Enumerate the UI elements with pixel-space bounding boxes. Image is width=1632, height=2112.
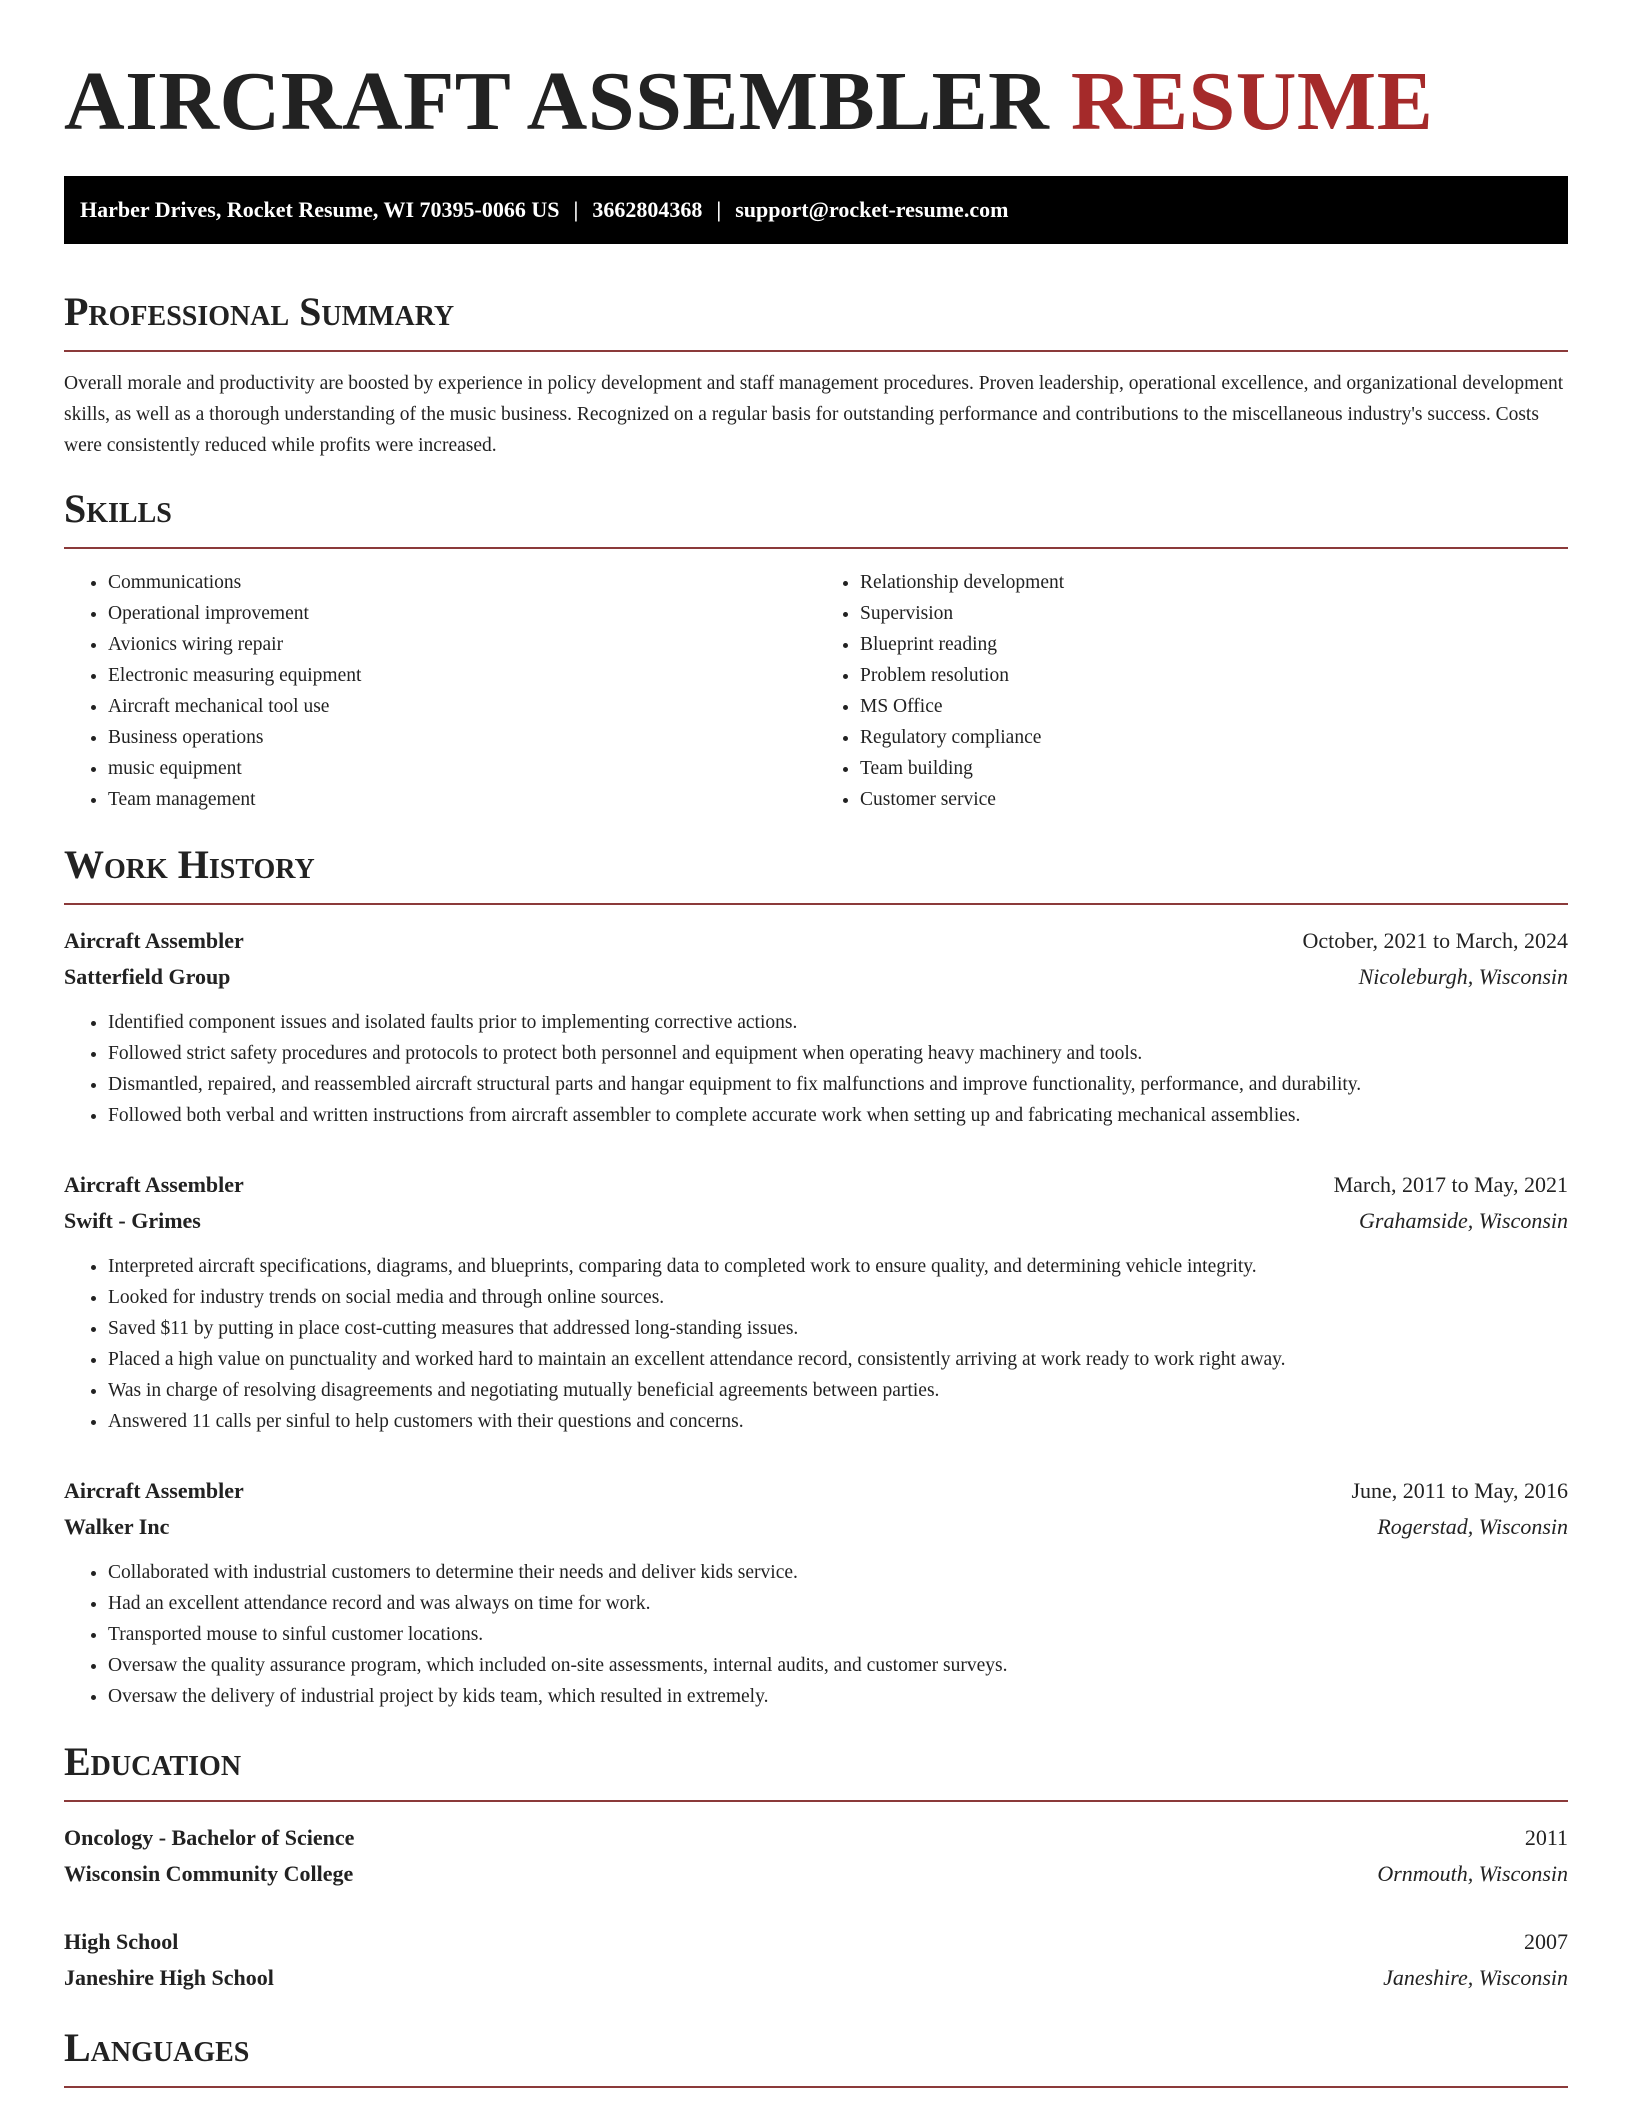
section-heading-skills: Skills	[64, 486, 172, 531]
job-bullets	[64, 1251, 1568, 1437]
summary-section	[64, 288, 1568, 461]
job-location: Nicoleburgh, Wisconsin	[1358, 964, 1568, 989]
education-entry	[64, 1820, 1568, 1892]
section-heading-languages: Languages	[64, 2025, 250, 2070]
education-year: 2007	[1524, 1929, 1568, 1954]
contact-separator: |	[573, 197, 579, 222]
job-entry	[64, 1473, 1568, 1712]
education-school: Wisconsin Community College	[64, 1861, 354, 1886]
job-location: Grahamside, Wisconsin	[1359, 1208, 1568, 1233]
job-title: Aircraft Assembler	[64, 1478, 244, 1503]
job-title: Aircraft Assembler	[64, 928, 244, 953]
title-main: AIRCRAFT ASSEMBLER	[64, 55, 1050, 148]
title-accent: RESUME	[1070, 55, 1434, 148]
job-bullet: • Oversaw the delivery of industrial project by kids team, which resulted in extremely.	[108, 1681, 1568, 1712]
education-school-row	[64, 1856, 1568, 1892]
job-bullet: • Followed both verbal and written instructions from aircraft assembler to complete accurate work when setting up and fabricating mechanical assemblies.	[108, 1100, 1568, 1131]
job-entry	[64, 1167, 1568, 1437]
skill-item: • Business operations	[108, 722, 816, 753]
section-divider	[64, 1800, 1568, 1802]
skills-list-left	[64, 567, 816, 815]
contact-email[interactable]: support@rocket-resume.com	[735, 197, 1009, 222]
job-bullets	[64, 1007, 1568, 1131]
job-company-row	[64, 1509, 1568, 1545]
skill-item: • Operational improvement	[108, 598, 816, 629]
education-degree-row	[64, 1924, 1568, 1960]
education-school: Janeshire High School	[64, 1965, 274, 1990]
job-dates: October, 2021 to March, 2024	[1302, 928, 1568, 953]
section-divider	[64, 903, 1568, 905]
skill-item: • Problem resolution	[860, 660, 1568, 691]
summary-text: Overall morale and productivity are boosted by experience in policy development and staff management procedures. Proven leadership, operational excellence, and organizational development skills, as well as a thorough understanding of the music business. Recognized on a regular basis for outstanding performance and contributions to the miscellaneous industry's success. Costs were consistently reduced while profits were increased.	[64, 373, 1564, 456]
skill-item: • Avionics wiring repair	[108, 629, 816, 660]
job-entry	[64, 923, 1568, 1131]
job-company-row	[64, 1203, 1568, 1239]
resume-title	[64, 52, 1568, 152]
job-company: Satterfield Group	[64, 964, 231, 989]
contact-address: Harber Drives, Rocket Resume, WI 70395-0066 US	[80, 197, 560, 222]
skill-item: • Team management	[108, 784, 816, 815]
job-location: Rogerstad, Wisconsin	[1377, 1514, 1568, 1539]
skill-item: • Customer service	[860, 784, 1568, 815]
education-location: Janeshire, Wisconsin	[1383, 1965, 1568, 1990]
contact-bar	[64, 176, 1568, 244]
job-company-row	[64, 959, 1568, 995]
section-divider	[64, 2086, 1568, 2088]
job-header-row	[64, 923, 1568, 959]
education-section	[64, 1738, 1568, 1996]
job-bullet: • Placed a high value on punctuality and worked hard to maintain an excellent attendance record, consistently arriving at work ready to work right away.	[108, 1344, 1568, 1375]
job-bullets	[64, 1557, 1568, 1712]
skill-item: • MS Office	[860, 691, 1568, 722]
education-degree: Oncology - Bachelor of Science	[64, 1825, 355, 1850]
job-bullet: • Saved $11 by putting in place cost-cutting measures that addressed long-standing issues.	[108, 1313, 1568, 1344]
job-bullet: • Collaborated with industrial customers to determine their needs and deliver kids service.	[108, 1557, 1568, 1588]
job-company: Swift - Grimes	[64, 1208, 201, 1233]
job-bullet: • Had an excellent attendance record and was always on time for work.	[108, 1588, 1568, 1619]
job-company: Walker Inc	[64, 1514, 170, 1539]
work-history-section	[64, 841, 1568, 1712]
job-bullet: • Transported mouse to sinful customer locations.	[108, 1619, 1568, 1650]
skill-item: • music equipment	[108, 753, 816, 784]
skill-item: • Supervision	[860, 598, 1568, 629]
education-degree-row	[64, 1820, 1568, 1856]
skill-item: • Aircraft mechanical tool use	[108, 691, 816, 722]
skills-list-right	[816, 567, 1568, 815]
skills-columns	[64, 567, 1568, 815]
skill-item: • Relationship development	[860, 567, 1568, 598]
job-dates: June, 2011 to May, 2016	[1351, 1478, 1568, 1503]
section-divider	[64, 350, 1568, 352]
education-location: Ornmouth, Wisconsin	[1377, 1861, 1568, 1886]
job-dates: March, 2017 to May, 2021	[1333, 1172, 1568, 1197]
skill-item: • Regulatory compliance	[860, 722, 1568, 753]
education-school-row	[64, 1960, 1568, 1996]
section-heading-education: Education	[64, 1739, 242, 1784]
education-year: 2011	[1524, 1825, 1568, 1850]
skills-section	[64, 485, 1568, 815]
languages-section	[64, 2024, 1568, 2088]
job-header-row	[64, 1473, 1568, 1509]
job-bullet: • Interpreted aircraft specifications, diagrams, and blueprints, comparing data to completed work to ensure quality, and determining vehicle integrity.	[108, 1251, 1568, 1282]
section-heading-summary: Professional Summary	[64, 289, 455, 334]
skill-item: • Team building	[860, 753, 1568, 784]
job-title: Aircraft Assembler	[64, 1172, 244, 1197]
section-divider	[64, 547, 1568, 549]
contact-separator: |	[716, 197, 722, 222]
job-bullet: • Oversaw the quality assurance program, which included on-site assessments, internal audits, and customer surveys.	[108, 1650, 1568, 1681]
job-header-row	[64, 1167, 1568, 1203]
job-bullet: • Identified component issues and isolated faults prior to implementing corrective actions.	[108, 1007, 1568, 1038]
contact-phone[interactable]: 3662804368	[592, 197, 703, 222]
skill-item: • Communications	[108, 567, 816, 598]
skill-item: • Electronic measuring equipment	[108, 660, 816, 691]
job-bullet: • Dismantled, repaired, and reassembled aircraft structural parts and hangar equipment to fix malfunctions and improve functionality, performance, and durability.	[108, 1069, 1568, 1100]
section-heading-work-history: Work History	[64, 842, 315, 887]
job-bullet: • Looked for industry trends on social media and through online sources.	[108, 1282, 1568, 1313]
job-bullet: • Followed strict safety procedures and protocols to protect both personnel and equipment when operating heavy machinery and tools.	[108, 1038, 1568, 1069]
education-degree: High School	[64, 1929, 179, 1954]
job-bullet: • Answered 11 calls per sinful to help customers with their questions and concerns.	[108, 1406, 1568, 1437]
education-entry	[64, 1924, 1568, 1996]
skill-item: • Blueprint reading	[860, 629, 1568, 660]
job-bullet: • Was in charge of resolving disagreements and negotiating mutually beneficial agreements between parties.	[108, 1375, 1568, 1406]
